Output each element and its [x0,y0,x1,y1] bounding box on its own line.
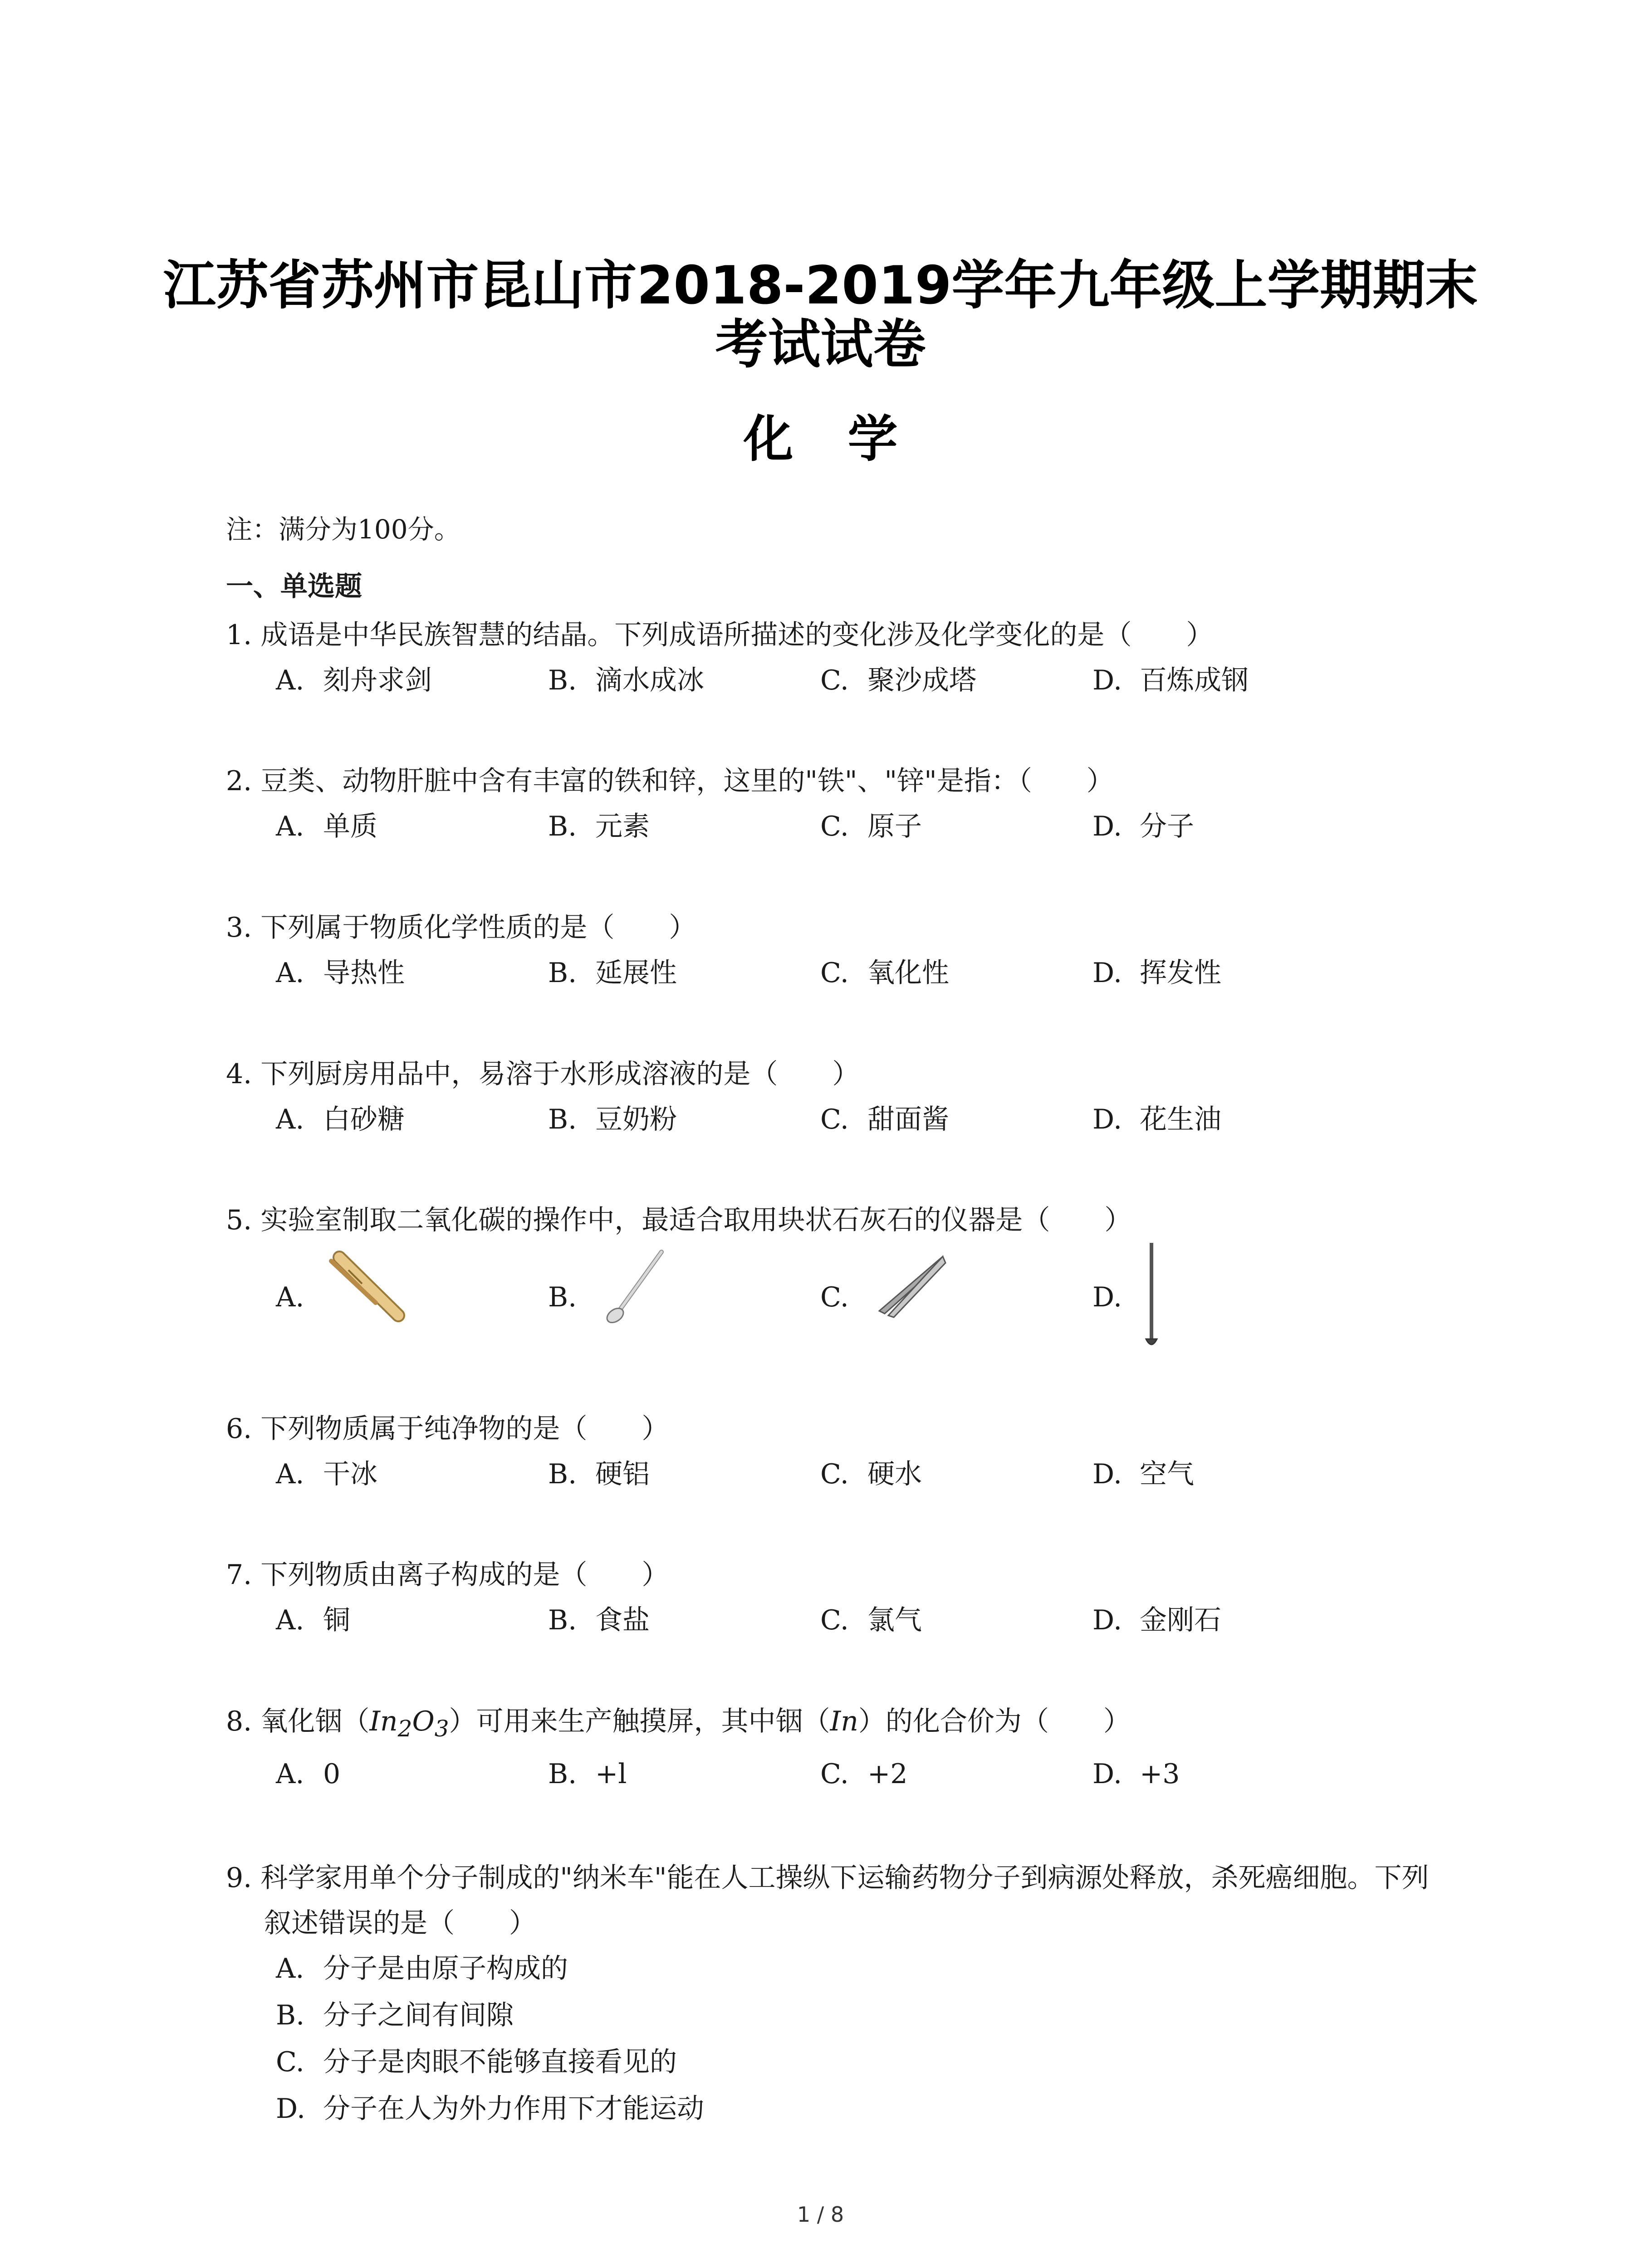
question-3 [226,905,1451,996]
option-text: 聚沙成塔 [867,665,976,696]
option-text: 硬铝 [595,1458,650,1490]
option-text: 甜面酱 [867,1104,949,1135]
option-label: C. [820,811,849,842]
option-text: 干冰 [323,1458,377,1490]
option-label: A. [276,1104,304,1135]
option-b[interactable] [548,1598,650,1643]
option-c[interactable] [820,950,949,996]
question-stem: 7. 下列物质由离子构成的是（ ） [226,1559,669,1591]
option-text: 原子 [867,811,922,842]
option-b[interactable] [226,1993,1442,2039]
option-c[interactable] [820,1751,907,1797]
stem-text: ）的化合价为（ ） [858,1706,1131,1737]
option-label: D. [1092,1281,1122,1313]
element-symbol: In [830,1706,858,1737]
option-b[interactable] [548,658,704,703]
option-a[interactable] [276,950,405,996]
question-4 [226,1051,1451,1142]
option-label: B. [548,811,577,842]
option-b[interactable] [548,1452,650,1497]
option-label: A. [276,1458,304,1490]
option-text: 百炼成钢 [1140,665,1249,696]
option-text: 空气 [1140,1458,1194,1490]
option-label: B. [276,1999,305,2031]
option-d[interactable] [1092,1097,1221,1142]
option-label: A. [276,1604,304,1636]
page-number: 1 / 8 [797,2202,844,2227]
option-label: D. [276,2093,306,2125]
option-label: A. [276,1758,304,1790]
option-label: B. [548,1281,577,1313]
option-text: 硬水 [867,1458,922,1490]
option-d[interactable] [1092,804,1194,849]
option-text: 分子是肉眼不能够直接看见的 [323,2046,677,2078]
option-label: A. [276,957,304,989]
tweezers-icon [866,1243,952,1329]
option-text: 分子在人为外力作用下才能运动 [323,2093,704,2125]
option-c[interactable] [820,658,976,703]
subject-title: 化学 [743,410,952,468]
option-label: D. [1092,1104,1122,1135]
option-text: 氯气 [867,1604,922,1636]
option-label: A. [276,811,304,842]
option-a[interactable] [276,1097,405,1142]
option-d[interactable] [1092,950,1221,996]
option-label: D. [1092,1458,1122,1490]
option-label: C. [820,1281,849,1313]
option-label: B. [548,665,577,696]
option-c[interactable] [226,2039,1442,2086]
option-text: 导热性 [323,957,405,989]
combustion-spoon-icon [1138,1243,1224,1352]
question-stem: 5. 实验室制取二氧化碳的操作中，最适合取用块状石灰石的仪器是（ ） [226,1204,1132,1236]
option-b[interactable] [548,1751,627,1797]
option-label: B. [548,1758,577,1790]
option-text: +3 [1140,1758,1180,1790]
option-label: C. [820,1458,849,1490]
option-text: 分子 [1140,811,1194,842]
option-label: C. [820,665,849,696]
formula-element: O [412,1706,435,1737]
option-a[interactable] [276,1598,350,1643]
option-text: 滴水成冰 [595,665,704,696]
chemical-formula [369,1706,449,1742]
option-text: 分子是由原子构成的 [323,1953,568,1984]
option-row [226,804,1451,849]
option-a[interactable] [276,804,377,849]
option-label: B. [548,1604,577,1636]
option-text: 元素 [595,811,650,842]
option-row [226,1097,1451,1142]
question-stem: 2. 豆类、动物肝脏中含有丰富的铁和锌，这里的"铁"、"锌"是指：（ ） [226,765,1114,797]
question-1 [226,612,1451,703]
option-text: 单质 [323,811,377,842]
medicine-spoon-icon [593,1243,680,1329]
option-a[interactable] [276,1751,340,1797]
option-text: 食盐 [595,1604,650,1636]
option-text: 铜 [323,1604,350,1636]
test-tube-holder-icon [321,1243,407,1329]
option-text: 花生油 [1140,1104,1221,1135]
question-stem: 3. 下列属于物质化学性质的是（ ） [226,912,696,943]
option-b[interactable] [548,950,677,996]
option-text: 分子之间有间隙 [323,1999,514,2031]
option-b[interactable] [548,1097,677,1142]
question-stem: 9. 科学家用单个分子制成的"纳米车"能在人工操纵下运输药物分子到病源处释放，杀死癌细胞。下列叙述错误的是（ ） [226,1862,1429,1939]
option-label: B. [548,957,577,989]
option-text: 0 [323,1758,341,1790]
option-label: B. [548,1458,577,1490]
option-label: A. [276,1281,304,1313]
option-row [226,1452,1451,1497]
exam-title-line2: 考试试卷 [715,314,926,375]
question-8 [226,1699,1451,1797]
option-c[interactable] [820,1452,922,1497]
score-note: 注：满分为100分。 [226,514,460,545]
option-text: +2 [867,1758,908,1790]
option-row [226,1751,1451,1797]
option-label: C. [820,1104,849,1135]
option-b[interactable] [548,804,650,849]
question-stem: 6. 下列物质属于纯净物的是（ ） [226,1413,669,1445]
stem-text: ）可用来生产触摸屏，其中铟（ [449,1706,830,1737]
option-label: C. [820,1604,849,1636]
option-d[interactable] [226,2086,1442,2133]
question-5 [226,1198,1451,1352]
option-c[interactable] [820,1097,949,1142]
option-a[interactable] [226,1946,1442,1993]
question-stem: 4. 下列厨房用品中，易溶于水形成溶液的是（ ） [226,1058,860,1090]
option-d[interactable] [1092,658,1249,703]
stem-text: 8. 氧化铟（ [226,1706,370,1737]
formula-element: In [369,1706,398,1737]
option-row [226,950,1451,996]
section-title: 一、单选题 [226,571,362,602]
option-d[interactable] [1092,1452,1194,1497]
option-d[interactable] [1092,1751,1180,1797]
option-row [226,658,1451,703]
option-a[interactable] [276,658,432,703]
option-text: 氧化性 [867,957,949,989]
option-label: C. [276,2046,304,2078]
option-label: C. [820,1758,849,1790]
option-d[interactable] [1092,1598,1221,1643]
option-label: A. [276,665,304,696]
formula-subscript: 3 [434,1716,449,1742]
option-text: 白砂糖 [323,1104,405,1135]
question-9 [226,1855,1442,2133]
option-label: D. [1092,665,1122,696]
option-text: 刻舟求剑 [323,665,432,696]
option-label: D. [1092,1604,1122,1636]
question-7 [226,1552,1451,1643]
option-label: A. [276,1953,304,1984]
question-2 [226,758,1451,849]
exam-title-line1: 江苏省苏州市昆山市2018-2019学年九年级上学期期末 [163,255,1478,316]
formula-subscript: 2 [397,1716,412,1742]
option-text: 延展性 [595,957,677,989]
option-label: D. [1092,1758,1122,1790]
option-a[interactable] [276,1452,377,1497]
option-label: B. [548,1104,577,1135]
question-stem: 1. 成语是中华民族智慧的结晶。下列成语所描述的变化涉及化学变化的是（ ） [226,619,1214,651]
option-label: D. [1092,957,1122,989]
question-stem [226,1699,1451,1751]
question-6 [226,1406,1451,1497]
option-text: +l [595,1758,627,1790]
option-text: 挥发性 [1140,957,1221,989]
option-c[interactable] [820,1598,922,1643]
option-text: 豆奶粉 [595,1104,677,1135]
option-label: C. [820,957,849,989]
option-row [226,1243,1451,1352]
option-c[interactable] [820,804,922,849]
option-label: D. [1092,811,1122,842]
option-text: 金刚石 [1140,1604,1221,1636]
option-row [226,1598,1451,1643]
